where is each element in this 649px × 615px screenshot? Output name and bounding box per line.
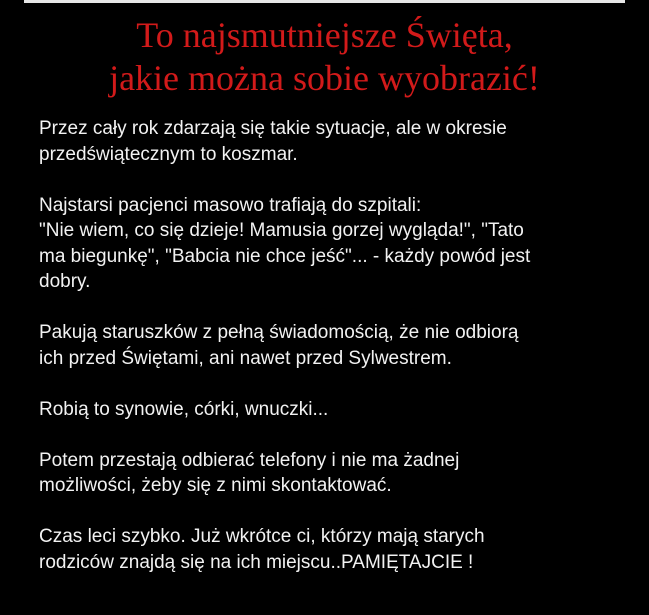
paragraph-line: przedświątecznym to koszmar. bbox=[39, 143, 298, 165]
paragraph-phones bbox=[39, 448, 629, 499]
headline-line-1: To najsmutniejsze Święta, bbox=[136, 15, 513, 55]
paragraph-line: Pakują staruszków z pełną świadomością, że nie odbiorą bbox=[39, 322, 519, 343]
paragraph-line: Potem przestają odbierać telefony i nie ma żadnej bbox=[39, 449, 460, 471]
paragraph-line: ich przed Świętami, ani nawet przed Sylwestrem. bbox=[39, 347, 452, 369]
paragraph-patients bbox=[39, 193, 629, 295]
headline-line-2: jakie można sobie wyobrazić! bbox=[109, 58, 540, 98]
paragraph-line: Robią to synowie, córki, wnuczki... bbox=[39, 398, 329, 420]
paragraph-line: Najstarsi pacjenci masowo trafiają do szpitali: bbox=[39, 194, 422, 216]
paragraph-family bbox=[39, 397, 629, 423]
paragraph-line: "Nie wiem, co się dzieje! Mamusia gorzej wygląda!", "Tato bbox=[39, 220, 524, 241]
article-body bbox=[39, 116, 629, 601]
paragraph-line: Przez cały rok zdarzają się takie sytuacje, ale w okresie bbox=[39, 118, 507, 139]
paragraph-elders bbox=[39, 320, 629, 371]
paragraph-line: Czas leci szybko. Już wkrótce ci, którzy mają starych bbox=[39, 526, 485, 547]
paragraph-line: ma biegunkę", "Babcia nie chce jeść"... - każdy powód jest bbox=[39, 245, 531, 267]
paragraph-line: dobry. bbox=[39, 271, 91, 292]
paragraph-line: możliwości, żeby się z nimi skontaktować. bbox=[39, 475, 392, 496]
paragraph-line: rodziców znajdą się na ich miejscu..PAMIĘTAJCIE ! bbox=[39, 551, 474, 573]
paragraph-intro bbox=[39, 116, 629, 167]
top-divider bbox=[24, 0, 625, 3]
headline bbox=[0, 14, 649, 100]
paragraph-warning bbox=[39, 524, 629, 575]
